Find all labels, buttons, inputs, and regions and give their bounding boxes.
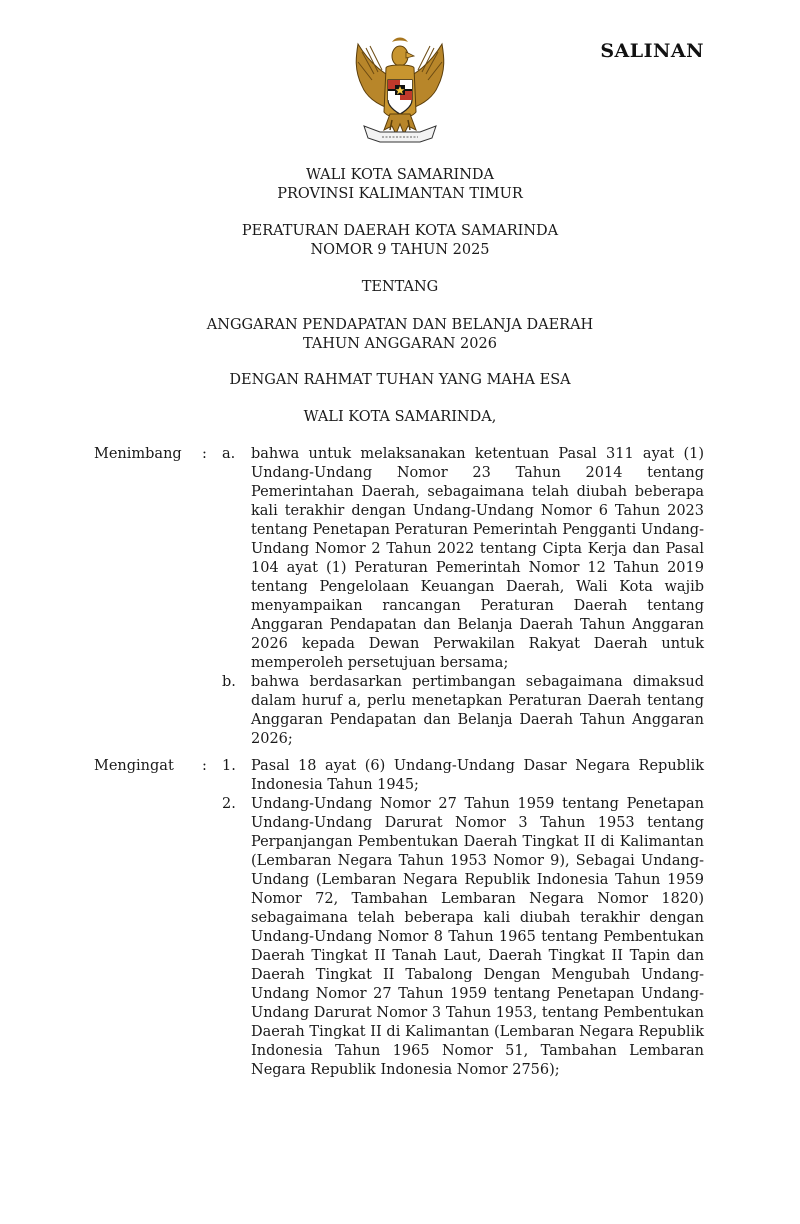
item-marker: 1. bbox=[222, 758, 236, 774]
authority-line: WALI KOTA SAMARINDA, bbox=[303, 409, 497, 425]
mengingat-item-2 bbox=[222, 795, 704, 1080]
item-text: Undang-Undang Nomor 27 Tahun 1959 tentang Penetapan Undang-Undang Darurat Nomor 3 Tahun 1953 tentang Perpanjangan Pembentukan Daerah Tingkat II di Kalimantan (Lembaran Negara Tahun 1953 Nomor 9), Sebagai Undang-Undang (Lembaran Negara Republik Indonesia Tahun 1959 Nomor 72, Tambahan Lembaran Negara Nomor 1820) sebagaimana telah beberapa kali diubah terakhir dengan Undang-Undang Nomor 8 Tahun 1965 tentang Pembentukan Daerah Tingkat II Tanah Laut, Daerah Tingkat II Tapin dan Daerah Tingkat II Tabalong Dengan Mengubah Undang-Undang Nomor 27 Tahun 1959 tentang Penetapan Undang-Undang Darurat Nomor 3 Tahun 1953, tentang Pembentukan Daerah Tingkat II di Kalimantan (Lembaran Negara Republik Indonesia Tahun 1965 Nomor 51, Tambahan Lembaran Negara Republik Indonesia Nomor 2756); bbox=[251, 796, 704, 1078]
menimbang-colon: : bbox=[202, 446, 207, 462]
item-text: Pasal 18 ayat (6) Undang-Undang Dasar Negara Republik Indonesia Tahun 1945; bbox=[251, 758, 704, 793]
subject-line: ANGGARAN PENDAPATAN DAN BELANJA DAERAH bbox=[206, 317, 594, 333]
item-marker: b. bbox=[222, 674, 236, 690]
garuda-pancasila-emblem bbox=[340, 34, 460, 146]
issuer-line: WALI KOTA SAMARINDA bbox=[305, 167, 495, 183]
regulation-number: NOMOR 9 TAHUN 2025 bbox=[310, 242, 490, 258]
about-heading: TENTANG bbox=[361, 279, 439, 295]
mengingat-item-1 bbox=[222, 757, 704, 795]
item-text: bahwa berdasarkan pertimbangan sebagaimana dimaksud dalam huruf a, perlu menetapkan Peraturan Daerah tentang Anggaran Pendapatan dan Belanja Daerah Tahun Anggaran 2026; bbox=[251, 674, 704, 747]
mengingat-label: Mengingat bbox=[94, 758, 174, 774]
salinan-stamp: SALINAN bbox=[600, 40, 704, 62]
mengingat-colon: : bbox=[202, 758, 207, 774]
menimbang-label: Menimbang bbox=[94, 446, 182, 462]
item-marker: 2. bbox=[222, 796, 236, 812]
regulation-title: PERATURAN DAERAH KOTA SAMARINDA bbox=[241, 223, 559, 239]
blessing-line: DENGAN RAHMAT TUHAN YANG MAHA ESA bbox=[229, 372, 571, 388]
issuer-province-line: PROVINSI KALIMANTAN TIMUR bbox=[277, 186, 523, 202]
menimbang-item-a bbox=[222, 445, 704, 673]
item-text: bahwa untuk melaksanakan ketentuan Pasal 311 ayat (1) Undang-Undang Nomor 23 Tahun 2014 tentang Pemerintahan Daerah, sebagaimana telah diubah beberapa kali terakhir dengan Undang-Undang Nomor 6 Tahun 2023 tentang Penetapan Peraturan Pemerintah Pengganti Undang-Undang Nomor 2 Tahun 2022 tentang Cipta Kerja dan Pasal 104 ayat (1) Peraturan Pemerintah Nomor 12 Tahun 2019 tentang Pengelolaan Keuangan Daerah, Wali Kota wajib menyampaikan rancangan Peraturan Daerah tentang Anggaran Pendapatan dan Belanja Daerah Tahun Anggaran 2026 kepada Dewan Perwakilan Rakyat Daerah untuk memperoleh persetujuan bersama; bbox=[251, 446, 704, 671]
subject-year-line: TAHUN ANGGARAN 2026 bbox=[303, 336, 497, 352]
item-marker: a. bbox=[222, 446, 236, 462]
menimbang-item-b bbox=[222, 673, 704, 749]
